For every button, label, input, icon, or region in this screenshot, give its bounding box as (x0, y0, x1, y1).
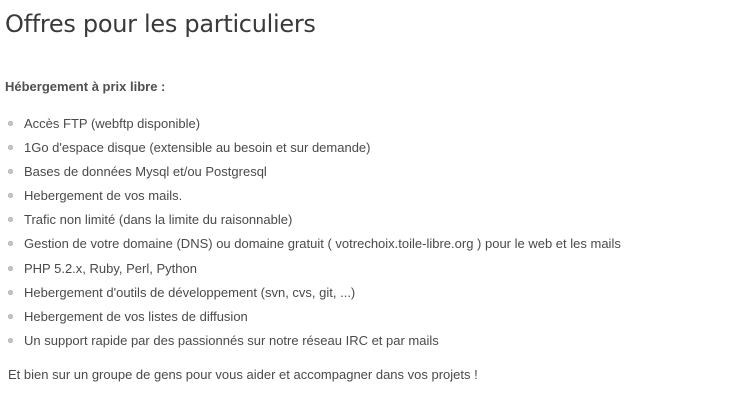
bullet-dot-icon (8, 121, 13, 126)
feature-text: 1Go d'espace disque (extensible au besoin et sur demande) (24, 140, 371, 156)
feature-text: Hebergement de vos listes de diffusion (24, 308, 248, 324)
feature-text: Gestion de votre domaine (DNS) ou domaine gratuit ( votrechoix.toile-libre.org ) pour le web et les mails (24, 236, 621, 252)
feature-text: Hebergement d'outils de développement (svn, cvs, git, ...) (24, 284, 356, 300)
bullet-dot-icon (8, 314, 13, 319)
bullet-dot-icon (8, 169, 13, 174)
page-title: Offres pour les particuliers (5, 10, 316, 38)
bullet-dot-icon (8, 290, 13, 295)
feature-text: Hebergement de vos mails. (24, 188, 183, 204)
feature-text: Bases de données Mysql et/ou Postgresql (24, 164, 267, 180)
feature-text: PHP 5.2.x, Ruby, Perl, Python (24, 260, 197, 276)
offer-subtitle: Hébergement à prix libre : (5, 79, 166, 94)
bullet-dot-icon (8, 266, 13, 271)
bullet-dot-icon (8, 338, 13, 343)
bullet-dot-icon (8, 145, 13, 150)
feature-text: Trafic non limité (dans la limite du raisonnable) (24, 212, 293, 228)
bullet-dot-icon (8, 241, 13, 246)
feature-text: Accès FTP (webftp disponible) (24, 116, 201, 131)
closing-text: Et bien sur un groupe de gens pour vous aider et accompagner dans vos projets ! (8, 367, 478, 382)
bullet-dot-icon (8, 217, 13, 222)
bullet-dot-icon (8, 193, 13, 198)
feature-text: Un support rapide par des passionnés sur notre réseau IRC et par mails (24, 332, 439, 348)
